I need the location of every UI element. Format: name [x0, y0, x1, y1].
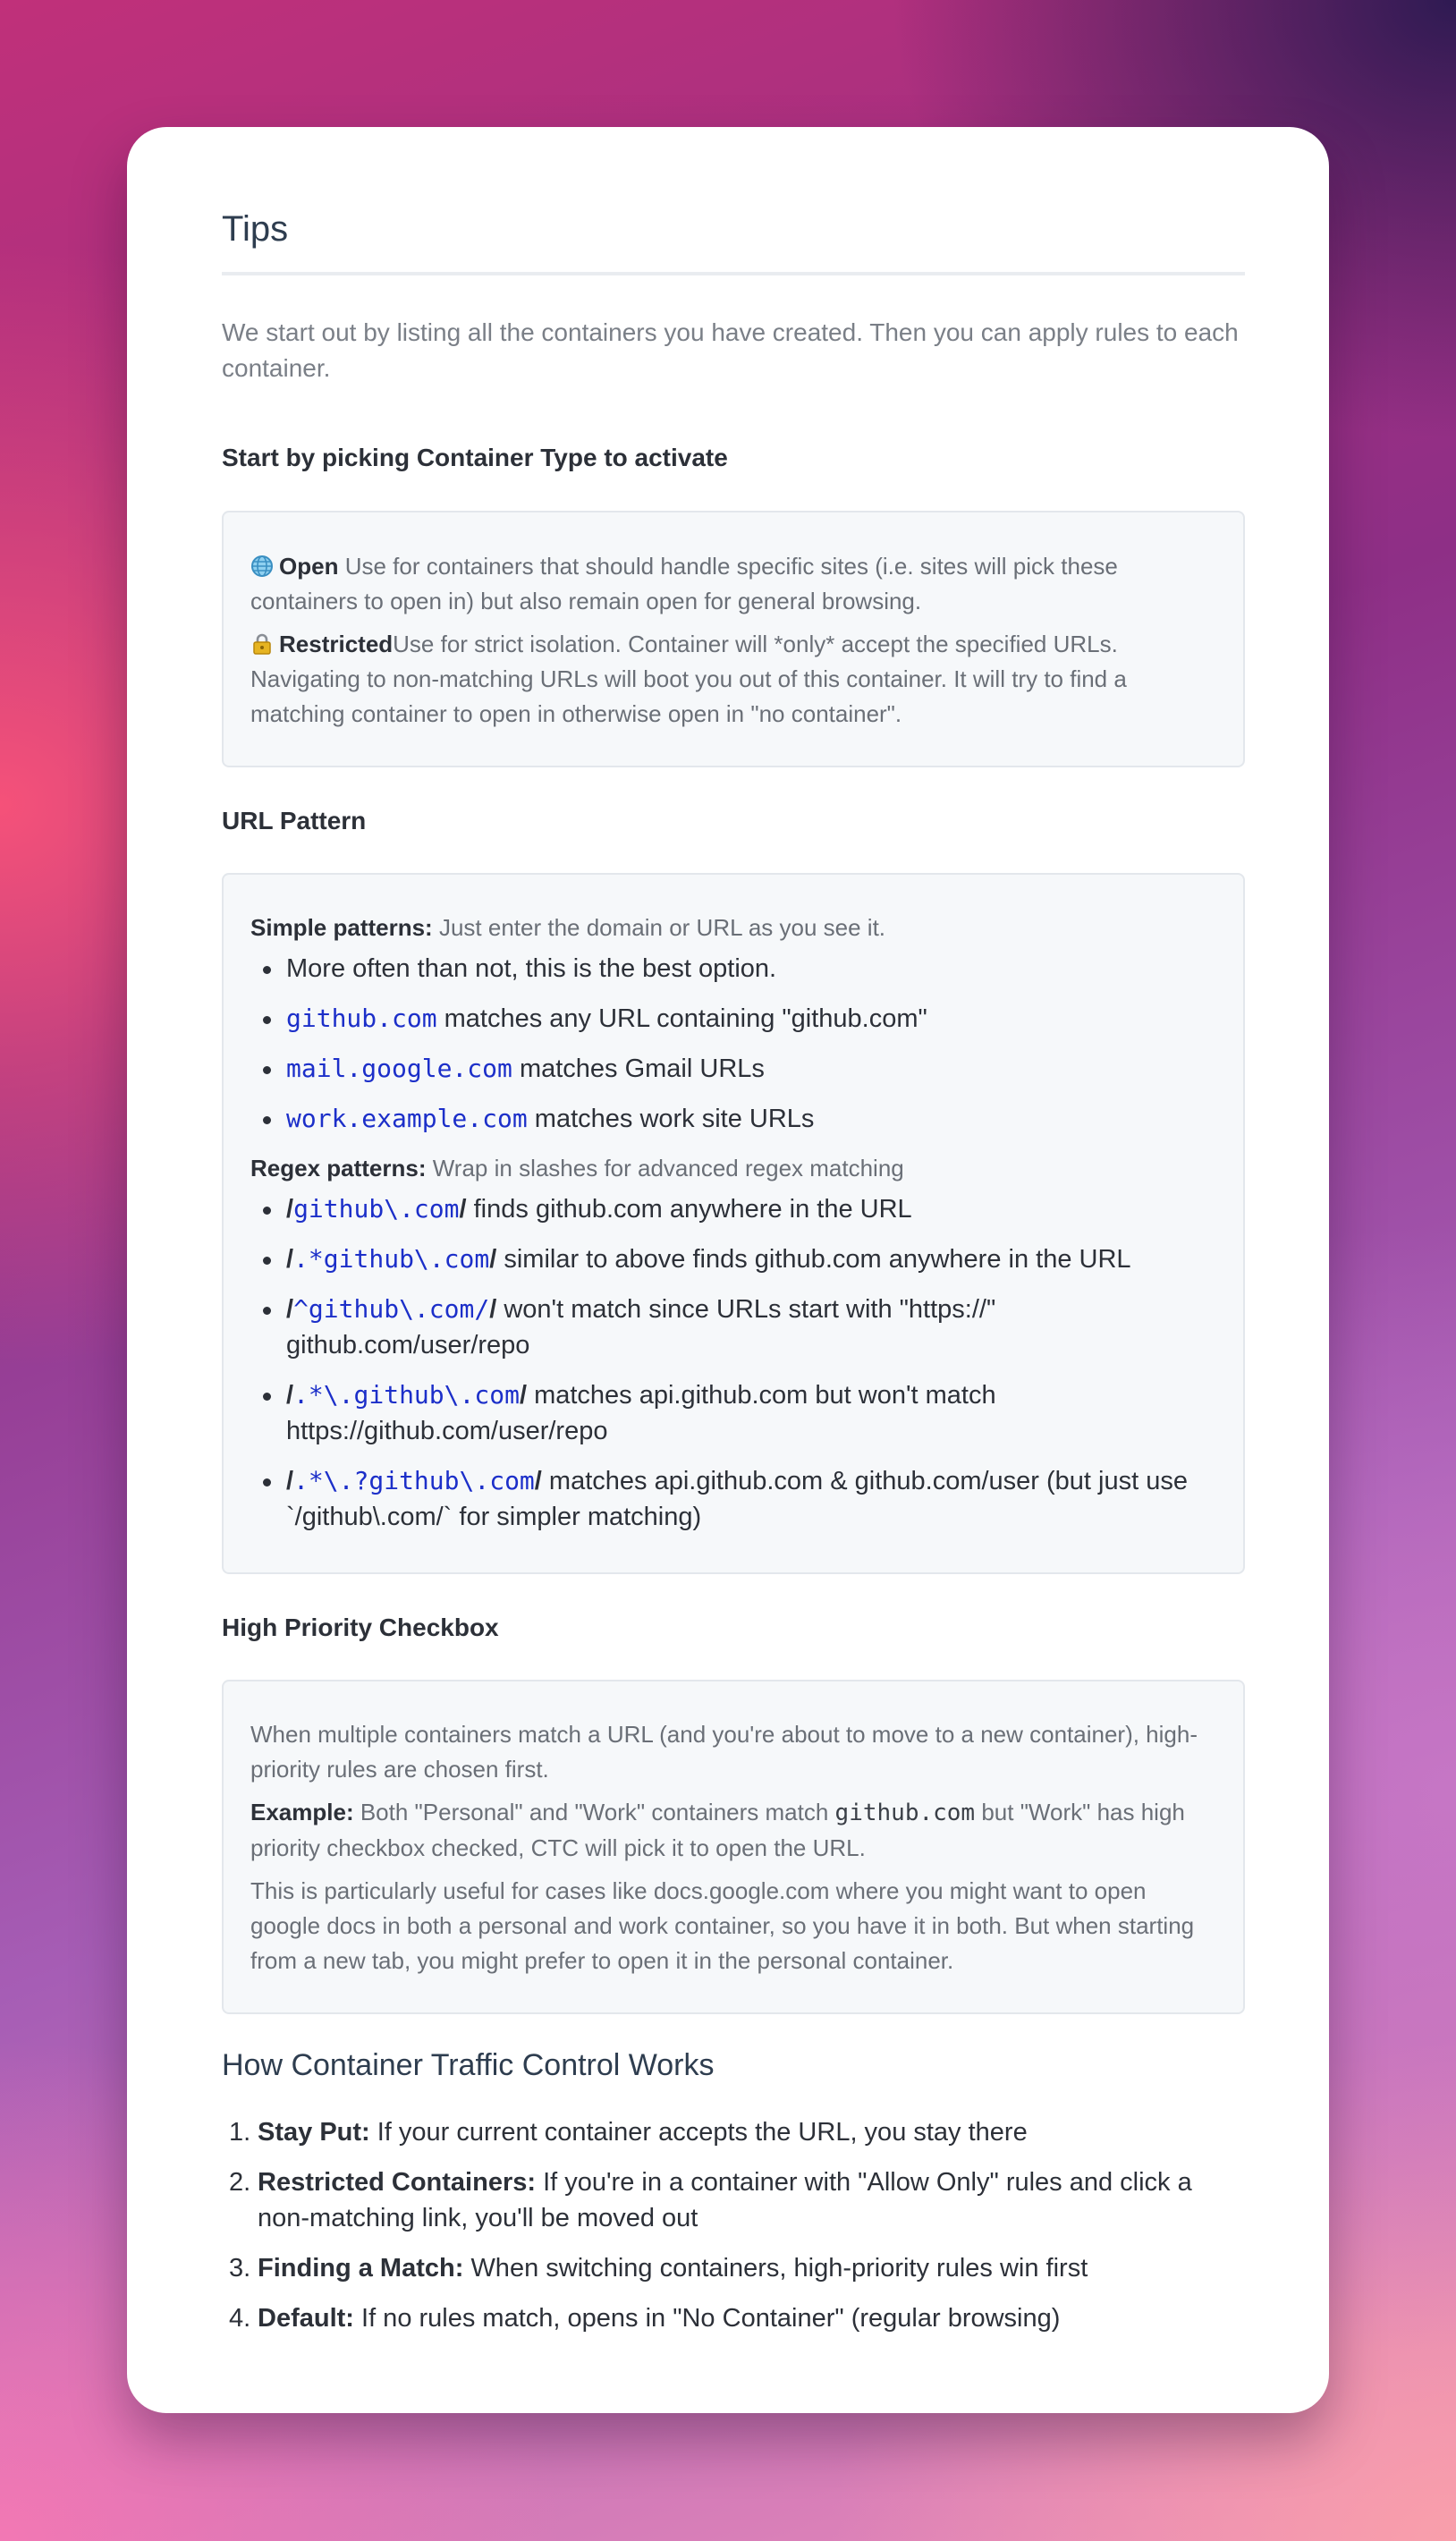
example-text-before: Both "Personal" and "Work" containers match [360, 1799, 829, 1825]
example-code: github.com [834, 1800, 976, 1826]
list-item [250, 1001, 1216, 1037]
pattern-code: .*\.?github\.com [293, 1466, 535, 1495]
pattern-code: github.com [286, 1004, 437, 1033]
pattern-text: similar to above finds github.com anywhere in the URL [504, 1245, 1131, 1274]
list-item [222, 2164, 1245, 2236]
step-label: Default: [258, 2304, 354, 2333]
list-item: /.*github\.com/ similar to above finds github.com anywhere in the URL [250, 1241, 1216, 1277]
intro-text: We start out by listing all the containers you have created. Then you can apply rules to each container. [222, 318, 1239, 382]
list-item [250, 951, 1216, 987]
pattern-code: .*github\.com [293, 1244, 490, 1274]
lock-icon [250, 632, 274, 656]
tips-card [127, 127, 1329, 2413]
container-type-box [222, 511, 1245, 767]
regex-patterns-description: Wrap in slashes for advanced regex matching [432, 1155, 904, 1182]
step-number: 1. [229, 2118, 251, 2147]
step-text: If you're in a container with "Allow Only" rules and click a non-matching link, you'll be moved out [258, 2168, 1192, 2232]
simple-patterns-description: Just enter the domain or URL as you see it. [438, 914, 886, 941]
url-pattern-box [222, 873, 1245, 1574]
open-type-label: Open [279, 553, 339, 580]
step-text: If no rules match, opens in "No Container" (regular browsing) [361, 2304, 1061, 2333]
pattern-code: .*\.github\.com [293, 1380, 520, 1410]
list-item [250, 1051, 1216, 1087]
regex-patterns-list [250, 1191, 1216, 1535]
list-item: /github\.com/ finds github.com anywhere in the URL [250, 1191, 1216, 1227]
pattern-code: work.example.com [286, 1104, 528, 1133]
list-item [222, 2114, 1245, 2150]
step-label: Finding a Match: [258, 2254, 464, 2283]
step-text: When switching containers, high-priority rules win first [470, 2254, 1088, 2283]
pattern-text: matches Gmail URLs [519, 1055, 765, 1083]
simple-patterns-intro [250, 911, 1216, 945]
list-item: /.*\.github\.com/ matches api.github.com but won't match https://github.com/user/repo [250, 1377, 1216, 1449]
step-text: If your current container accepts the URL, you stay there [377, 2118, 1028, 2147]
pattern-code: github\.com [293, 1194, 460, 1224]
simple-pattern-note: More often than not, this is the best option. [286, 954, 777, 983]
pattern-text: matches any URL containing "github.com" [444, 1004, 927, 1033]
high-priority-example [250, 1795, 1216, 1866]
restricted-type-description [250, 627, 1216, 732]
high-priority-heading: High Priority Checkbox [222, 1614, 499, 1641]
list-item: /^github\.com// won't match since URLs start with "https://" github.com/user/repo [250, 1292, 1216, 1363]
pattern-code: mail.google.com [286, 1054, 512, 1083]
url-pattern-heading: URL Pattern [222, 807, 367, 834]
list-item [222, 2300, 1245, 2336]
pattern-text: matches api.github.com & github.com/user (but just use `/github\.com/` for simpler matching) [286, 1467, 1188, 1531]
pattern-text: won't match since URLs start with "https://" github.com/user/repo [286, 1295, 996, 1359]
how-it-works-steps [222, 2114, 1245, 2336]
example-label: Example: [250, 1799, 354, 1825]
how-it-works-heading: How Container Traffic Control Works [222, 2048, 715, 2082]
step-label: Restricted Containers: [258, 2168, 537, 2197]
open-type-description [250, 549, 1216, 619]
step-number: 2. [229, 2168, 251, 2197]
pattern-text: matches work site URLs [534, 1105, 815, 1133]
container-type-heading: Start by picking Container Type to activate [222, 444, 728, 471]
restricted-type-label: Restricted [279, 631, 394, 657]
high-priority-explanation: When multiple containers match a URL (and you're about to move to a new container), high-priority rules are chosen first. [250, 1721, 1198, 1783]
regex-patterns-label: Regex patterns: [250, 1155, 427, 1182]
step-number: 3. [229, 2254, 251, 2283]
pattern-code: ^github\.com/ [293, 1294, 490, 1324]
high-priority-box [222, 1680, 1245, 2014]
step-number: 4. [229, 2304, 251, 2333]
simple-patterns-label: Simple patterns: [250, 914, 433, 941]
open-type-text: Use for containers that should handle specific sites (i.e. sites will pick these containers to open in) but also remain open for general browsing. [250, 553, 1118, 614]
high-priority-use-case: This is particularly useful for cases like docs.google.com where you might want to open google docs in both a personal and work container, so you have it in both. But when starting from a new tab, you might prefer to open it in the personal container. [250, 1877, 1195, 1974]
list-item [222, 2250, 1245, 2286]
list-item: /.*\.?github\.com/ matches api.github.com & github.com/user (but just use `/github\.com/` for simpler matching) [250, 1463, 1216, 1535]
step-label: Stay Put: [258, 2118, 370, 2147]
pattern-text: matches api.github.com but won't match https://github.com/user/repo [286, 1381, 996, 1445]
simple-patterns-list [250, 951, 1216, 1137]
pattern-text: finds github.com anywhere in the URL [473, 1195, 912, 1224]
example-text-after: but "Work" has high priority checkbox checked, CTC will pick it to open the URL. [250, 1799, 1185, 1861]
regex-patterns-intro [250, 1151, 1216, 1186]
restricted-type-text: Use for strict isolation. Container will *only* accept the specified URLs. Navigating to non-matching URLs will boot you out of this container. It will try to find a matching container to open in otherwise open in "no container". [250, 631, 1127, 727]
page-title: Tips [222, 208, 1245, 275]
list-item [250, 1101, 1216, 1137]
globe-icon [250, 555, 274, 578]
